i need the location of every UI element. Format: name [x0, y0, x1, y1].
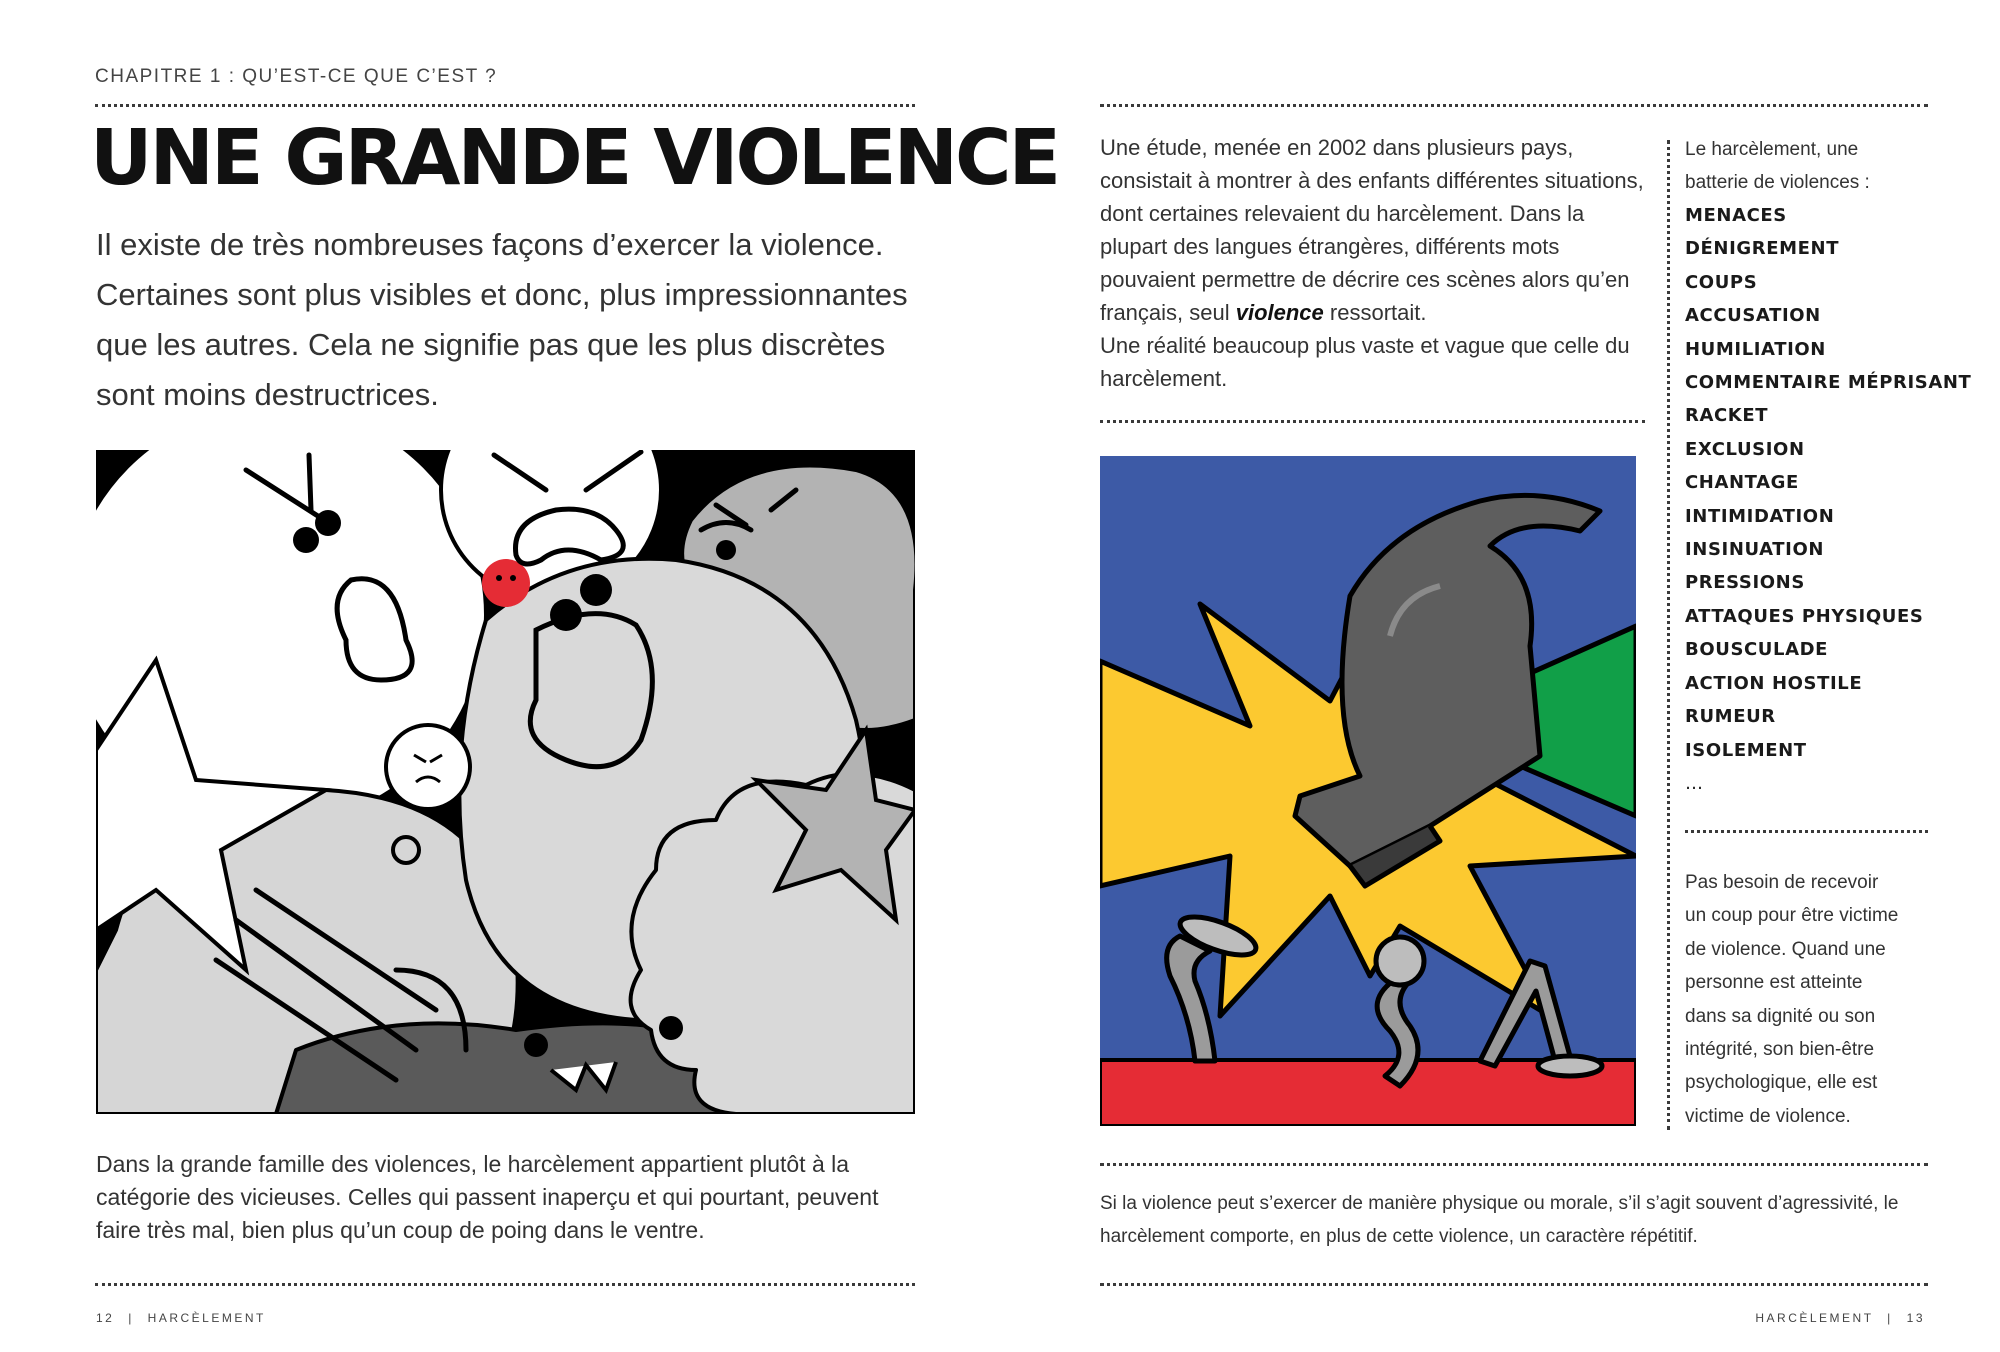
list-item: RACKET — [1685, 405, 1769, 427]
illustration-angry-faces — [96, 450, 915, 1114]
study-text-before: Une étude, menée en 2002 dans plusieurs pays, consistait à montrer à des enfants différentes situations, dont certaines relevaient du harcèlement. Dans la plupart des langues étrangères, différents mots pouvaient permettre de décrire ces scènes alors qu’en français, seul — [1100, 135, 1644, 325]
nail-head-middle — [1376, 937, 1424, 985]
list-item: ATTAQUES PHYSIQUES — [1685, 605, 1924, 627]
list-item: RUMEUR — [1685, 706, 1776, 728]
study-emphasis: violence — [1235, 300, 1324, 325]
list-item: EXCLUSION — [1685, 438, 1805, 460]
page-number-left: 12 — [96, 1311, 115, 1325]
footer-label-left: HARCÈLEMENT — [147, 1311, 266, 1325]
study-paragraph — [1100, 131, 1655, 395]
bottom-note: Si la violence peut s’exercer de manière physique ou morale, s’il s’agit souvent d’agressivité, le harcèlement comporte, en plus de cette violence, un caractère répétitif. — [1100, 1193, 1899, 1247]
list-item: COUPS — [1685, 271, 1758, 293]
nail-head-right — [1538, 1056, 1602, 1076]
list-item: HUMILIATION — [1685, 338, 1826, 360]
list-item: BOUSCULADE — [1685, 639, 1829, 661]
footer-left — [96, 1311, 266, 1325]
list-item: ACCUSATION — [1685, 305, 1821, 327]
small-white-face — [386, 725, 470, 809]
list-item: DÉNIGREMENT — [1685, 238, 1840, 260]
illustration-hammer-nails — [1100, 456, 1636, 1126]
list-item: MENACES — [1685, 205, 1787, 226]
footer-label-right: HARCÈLEMENT — [1755, 1311, 1874, 1325]
list-item: CHANTAGE — [1685, 472, 1799, 494]
study-text-line2: Une réalité beaucoup plus vaste et vague que celle du harcèlement. — [1100, 333, 1630, 391]
hammer-svg — [1100, 456, 1636, 1126]
sidebar-intro: Le harcèlement, une batterie de violences : — [1685, 139, 1870, 193]
divider-top-left — [95, 104, 915, 107]
footer-separator-left: | — [128, 1311, 134, 1325]
list-item: COMMENTAIRE MÉPRISANT — [1685, 372, 1972, 394]
footer-right — [1755, 1311, 1925, 1325]
sidebar-vertical-divider — [1667, 140, 1670, 1130]
divider-bottom-right — [1100, 1283, 1928, 1286]
list-item-ellipsis: … — [1685, 772, 1704, 794]
divider-bottom-right-top — [1100, 1163, 1928, 1166]
list-item: ISOLEMENT — [1685, 739, 1807, 761]
divider-top-right — [1100, 104, 1928, 107]
violence-list — [1685, 199, 1971, 800]
red-face — [482, 559, 530, 607]
page-number-right: 13 — [1906, 1311, 1925, 1325]
caption-left: Dans la grande famille des violences, le harcèlement appartient plutôt à la catégorie des vicieuses. Celles qui passent inaperçu et qui pourtant, peuvent faire très mal, bien plus qu’un coup de poing dans le ventre. — [96, 1151, 879, 1243]
list-item: INTIMIDATION — [1685, 505, 1835, 527]
list-item: PRESSIONS — [1685, 572, 1805, 594]
angry-faces-svg — [96, 450, 915, 1114]
list-item: INSINUATION — [1685, 539, 1825, 561]
sidebar-note: Pas besoin de recevoir un coup pour être victime de violence. Quand une personne est atteinte dans sa dignité ou son intégrité, son bien-être psychologique, elle est victime de violence. — [1685, 872, 1899, 1127]
study-text-after: ressortait. — [1323, 300, 1427, 325]
chapter-header: CHAPITRE 1 : QU’EST-CE QUE C’EST ? — [95, 66, 498, 87]
divider-sidebar — [1685, 830, 1928, 833]
divider-bottom-left — [95, 1283, 915, 1286]
footer-separator-right: | — [1887, 1311, 1893, 1325]
intro-paragraph: Il existe de très nombreuses façons d’exercer la violence. Certaines sont plus visibles et donc, plus impressionnantes que les autres. Cela ne signifie pas que les plus discrètes sont moins destructrices. — [96, 227, 908, 412]
page-title: UNE GRANDE VIOLENCE — [90, 114, 1059, 203]
list-item: ACTION HOSTILE — [1685, 672, 1863, 694]
divider-study — [1100, 420, 1645, 423]
